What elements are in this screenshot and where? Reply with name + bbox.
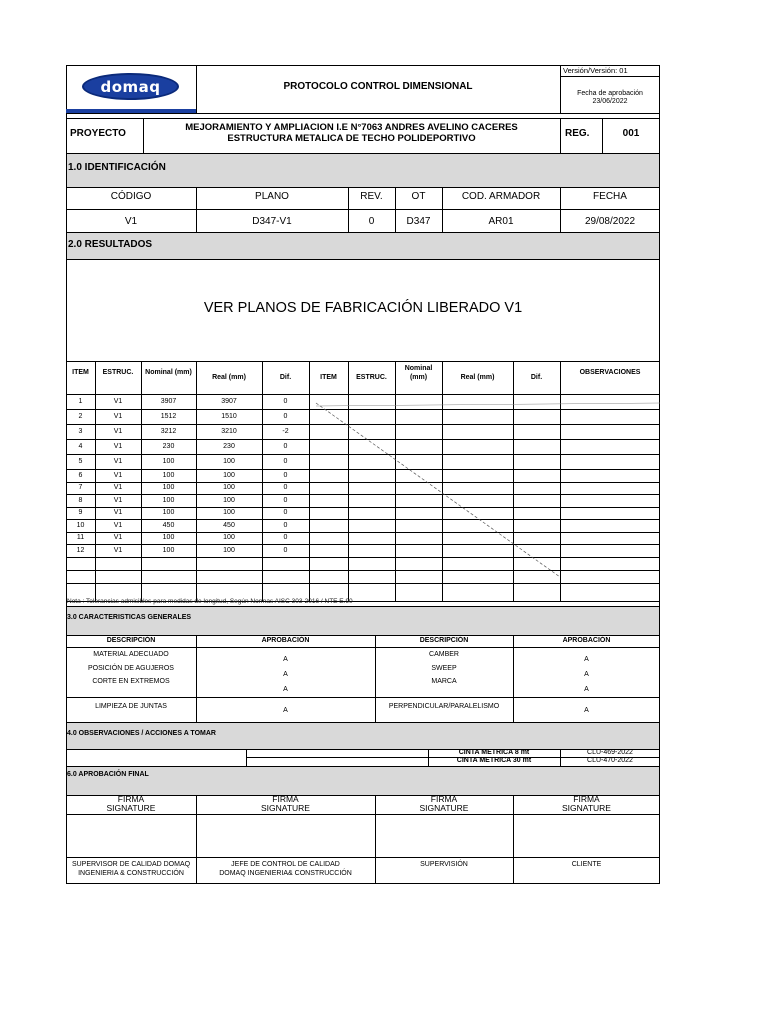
col-header-estruc-2: ESTRUC. (356, 374, 387, 381)
table-cell: 100 (223, 509, 235, 516)
table-cell: V1 (113, 398, 123, 405)
char-approval: A (283, 671, 288, 678)
firma-label: FIRMA (430, 794, 458, 804)
table-cell: V1 (113, 428, 123, 435)
table-cell: V1 (113, 484, 123, 491)
project-label: PROYECTO (70, 128, 126, 139)
results-row-divider (66, 439, 660, 440)
results-row-divider (66, 409, 660, 410)
char-description: MARCA (431, 678, 457, 685)
table-cell: 100 (162, 497, 175, 504)
table-cell: 10 (76, 522, 85, 529)
table-cell: 3210 (221, 428, 237, 435)
table-cell: 0 (283, 497, 288, 504)
table-cell: -2 (282, 428, 289, 435)
char-header: DESCRIPCIÓN (106, 637, 156, 644)
firma-label: FIRMA (573, 794, 600, 804)
table-cell: 450 (162, 522, 175, 529)
project-name-line1: MEJORAMIENTO Y AMPLIACION I.E N°7063 ANDRES AVELINO CACERES (185, 122, 518, 133)
char-approval: A (584, 686, 589, 693)
table-cell: 100 (162, 509, 175, 516)
table-cell: V1 (113, 413, 123, 420)
signature-label: SIGNATURE (261, 803, 310, 813)
table-cell: 100 (223, 547, 235, 554)
char-header: DESCRIPCIÓN (419, 637, 469, 644)
table-cell: 6 (78, 472, 83, 479)
table-cell: 3907 (160, 398, 177, 405)
char-description: POSICIÓN DE AGUJEROS (88, 665, 174, 672)
table-cell: V1 (113, 472, 123, 479)
signature-label: SIGNATURE (419, 803, 469, 813)
table-cell: 2 (78, 413, 83, 420)
ident-value: D347-V1 (252, 216, 292, 227)
results-row-divider (66, 482, 660, 483)
table-cell: 0 (283, 472, 288, 479)
section-title-characteristics: 3.0 CARACTERISTICAS GENERALES (67, 614, 192, 621)
ident-value: V1 (124, 216, 138, 227)
results-row-divider (66, 570, 660, 571)
table-cell: 0 (283, 522, 288, 529)
table-cell: V1 (113, 547, 123, 554)
ident-header: FECHA (593, 191, 627, 202)
approver-role: JEFE DE CONTROL DE CALIDAD (231, 861, 340, 868)
project-name-line2: ESTRUCTURA METALICA DE TECHO POLIDEPORTIVO (227, 133, 476, 144)
char-approval: A (283, 656, 288, 663)
results-col-divider (560, 361, 561, 601)
section-title-observations: 4.0 OBSERVACIONES / ACCIONES A TOMAR (67, 730, 216, 737)
char-description: CAMBER (429, 651, 459, 658)
ident-header: CÓDIGO (110, 191, 152, 202)
char-description: PERPENDICULAR/PARALELISMO (388, 703, 500, 710)
table-cell: 100 (223, 484, 235, 491)
results-row-divider (66, 583, 660, 584)
reg-label: REG. (565, 128, 590, 139)
ident-header: OT (411, 191, 426, 202)
results-col-divider (141, 361, 142, 601)
signature-box[interactable] (200, 817, 371, 854)
table-cell: V1 (113, 509, 123, 516)
results-row-divider (66, 394, 660, 395)
col-header-item: ITEM (72, 369, 89, 376)
table-cell: 3 (78, 428, 83, 435)
table-cell: V1 (113, 522, 123, 529)
col-header-nominal-2-unit: (mm) (409, 374, 428, 381)
table-cell: 100 (162, 484, 175, 491)
table-cell: V1 (113, 458, 123, 465)
table-cell: 0 (283, 443, 288, 450)
table-cell: 230 (223, 443, 235, 450)
instrument-1-name: CINTA METRICA 8 mt (458, 749, 530, 756)
table-cell: 0 (283, 484, 288, 491)
char-description: CORTE EN EXTREMOS (92, 678, 170, 685)
char-approval: A (584, 656, 589, 663)
char-description: MATERIAL ADECUADO (93, 651, 169, 658)
results-row-divider (66, 544, 660, 545)
approval-date: 23/06/2022 (592, 98, 628, 105)
table-cell: 0 (283, 458, 288, 465)
char-approval: A (283, 686, 288, 693)
results-row-divider (66, 507, 660, 508)
results-col-divider (196, 361, 197, 601)
table-cell: 230 (162, 443, 175, 450)
table-cell: V1 (113, 497, 123, 504)
results-row-divider (66, 469, 660, 470)
char-approval: A (584, 671, 589, 678)
table-cell: 9 (78, 509, 83, 516)
ident-value: 0 (368, 216, 375, 227)
table-cell: 3907 (221, 398, 237, 405)
ident-value: D347 (406, 216, 431, 227)
firma-label: FIRMA (117, 794, 145, 804)
signature-label: SIGNATURE (106, 803, 156, 813)
approver-org: DOMAQ INGENIERIA& CONSTRUCCIÓN (219, 870, 352, 877)
protocol-sheet (66, 65, 660, 884)
table-cell: 100 (162, 458, 175, 465)
results-col-divider (348, 361, 349, 601)
char-approval: A (283, 707, 288, 714)
table-cell: 1512 (160, 413, 177, 420)
char-header: APROBACIÓN (261, 637, 310, 644)
domaq-logo: domaq (82, 73, 179, 100)
col-header-observaciones: OBSERVACIONES (579, 369, 641, 376)
table-cell: 1510 (221, 413, 237, 420)
char-description: LIMPIEZA DE JUNTAS (95, 703, 167, 710)
section-title-approval: 6.0 APROBACIÓN FINAL (67, 771, 149, 778)
table-cell: 0 (283, 509, 288, 516)
col-header-nominal: Nominal (mm) (145, 369, 192, 376)
version-label: Versión/Versión: 01 (563, 66, 628, 75)
tolerance-note: Nota : Tolerancias admisibles para medidas de longitud, Según Normas AISC 303-2016 / NTE E.90 (67, 598, 353, 605)
char-approval: A (584, 707, 589, 714)
approver-role: SUPERVISOR DE CALIDAD DOMAQ (71, 861, 191, 868)
signature-box[interactable] (379, 817, 509, 854)
approver-org: INGENIERIA & CONSTRUCCIÓN (78, 870, 184, 877)
table-cell: 100 (223, 472, 235, 479)
reg-value: 001 (622, 128, 640, 139)
ident-value: AR01 (488, 216, 514, 227)
results-banner: VER PLANOS DE FABRICACIÓN LIBERADO V1 (203, 300, 523, 316)
table-cell: 100 (162, 534, 175, 541)
table-cell: V1 (113, 443, 123, 450)
table-cell: 0 (283, 547, 288, 554)
col-header-nominal-2: Nominal (404, 365, 433, 372)
col-header-item-2: ITEM (320, 374, 337, 381)
table-cell: 0 (283, 534, 288, 541)
col-header-real-2: Real (mm) (460, 374, 495, 381)
results-col-divider (513, 361, 514, 601)
results-row-divider (66, 557, 660, 558)
table-cell: 7 (78, 484, 83, 491)
signature-label: SIGNATURE (562, 803, 611, 813)
col-header-dif: Dif. (279, 374, 292, 381)
instrument-2-code: CLU-470-2022 (587, 757, 633, 764)
table-cell: 11 (76, 534, 85, 541)
table-cell: 100 (223, 458, 235, 465)
section-title-identification: 1.0 IDENTIFICACIÓN (68, 162, 166, 173)
document-title: PROTOCOLO CONTROL DIMENSIONAL (283, 81, 473, 92)
signature-box[interactable] (517, 817, 656, 854)
table-cell: 0 (283, 413, 288, 420)
results-col-divider (95, 361, 96, 601)
results-col-divider (442, 361, 443, 601)
table-cell: 100 (162, 547, 175, 554)
approval-date-label: Fecha de aprobación (577, 90, 643, 97)
table-cell: 3212 (160, 428, 177, 435)
results-col-divider (309, 361, 310, 601)
approver-role: SUPERVISIÓN (420, 861, 468, 868)
table-cell: V1 (113, 534, 123, 541)
firma-label: FIRMA (272, 794, 299, 804)
table-cell: 1 (78, 398, 83, 405)
table-cell: 0 (283, 398, 288, 405)
results-row-divider (66, 532, 660, 533)
results-row-divider (66, 494, 660, 495)
table-cell: 100 (223, 534, 235, 541)
char-header: APROBACIÓN (562, 637, 611, 644)
instrument-1-code: CLU-469-2022 (587, 749, 633, 756)
ident-value: 29/08/2022 (584, 216, 636, 227)
section-title-results: 2.0 RESULTADOS (68, 239, 153, 250)
table-cell: 100 (162, 472, 175, 479)
col-header-estruc: ESTRUC. (102, 369, 134, 376)
results-col-divider (395, 361, 396, 601)
results-row-divider (66, 424, 660, 425)
instrument-2-name: CINTA METRICA 30 mt (456, 757, 532, 764)
char-description: SWEEP (431, 665, 457, 672)
table-cell: 450 (223, 522, 235, 529)
ident-header: PLANO (255, 191, 289, 202)
table-cell: 12 (76, 547, 85, 554)
col-header-dif-2: Dif. (530, 374, 543, 381)
results-row-divider (66, 519, 660, 520)
results-row-divider (66, 454, 660, 455)
signature-box[interactable] (70, 817, 192, 854)
table-cell: 8 (78, 497, 83, 504)
approver-role: CLIENTE (571, 861, 602, 868)
col-header-real: Real (mm) (212, 374, 246, 381)
table-cell: 5 (78, 458, 83, 465)
table-cell: 100 (223, 497, 235, 504)
ident-header: REV. (360, 191, 383, 202)
table-cell: 4 (78, 443, 83, 450)
ident-header: COD. ARMADOR (461, 191, 541, 202)
results-col-divider (262, 361, 263, 601)
